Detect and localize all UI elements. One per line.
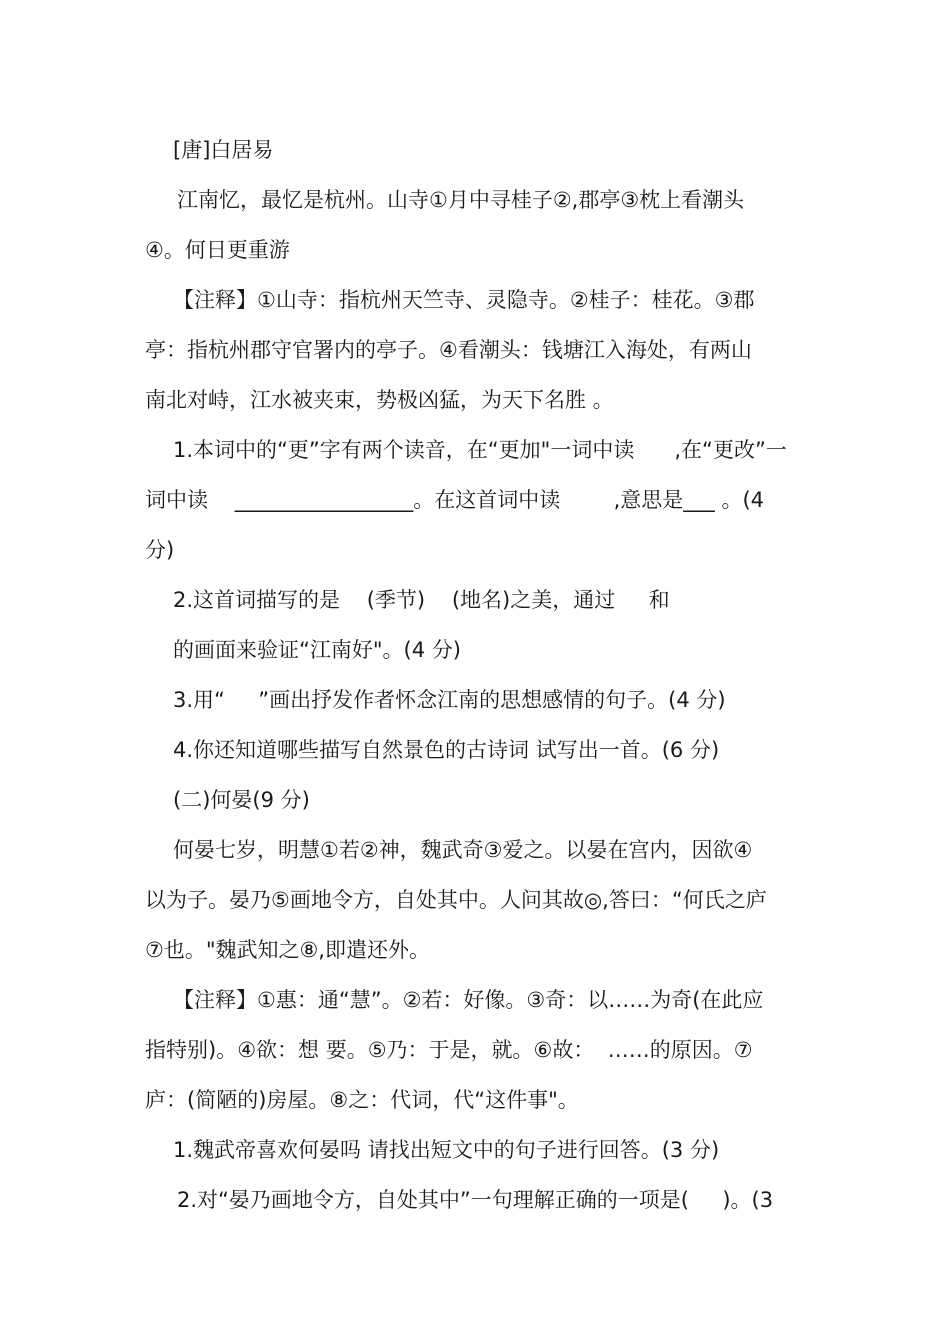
document-page	[145, 125, 810, 1225]
text-line: 分)	[145, 538, 175, 562]
text-line: 江南忆，最忆是杭州。山寺①月中寻桂子②,郡亭③枕上看潮头	[177, 188, 745, 212]
text-line: 以为子。晏乃⑤画地令方，自处其中。人问其故◎,答曰：“何氏之庐	[145, 888, 767, 912]
text-line: 3.用“ ”画出抒发作者怀念江南的思想感情的句子。(4 分)	[173, 688, 726, 712]
text-line: 的画面来验证“江南好"。(4 分)	[173, 638, 461, 662]
text-line: 1.本词中的“更”字有两个读音，在“更加"一词中读 ,在“更改”一	[173, 438, 787, 462]
text-line: 庐：(简陋的)房屋。⑧之：代词，代“这件事"。	[145, 1088, 579, 1112]
text-line: ④。何日更重游	[145, 238, 290, 262]
text-line: 2.这首词描写的是 (季节) (地名)之美，通过 和	[173, 588, 670, 612]
text-line: 2.对“晏乃画地令方，自处其中”一句理解正确的一项是( )。(3	[177, 1188, 774, 1212]
text-line: (二)何晏(9 分)	[173, 788, 310, 812]
text-line: 指特别)。④欲：想 要。⑤乃：于是，就。⑥故： ……的原因。⑦	[145, 1038, 753, 1062]
text-line: 【注释】①惠：通“慧”。②若：好像。③奇：以……为奇(在此应	[173, 988, 764, 1012]
text-line: 1.魏武帝喜欢何晏吗 请找出短文中的句子进行回答。(3 分)	[173, 1138, 720, 1162]
text-line: 南北对峙，江水被夹束，势极凶猛，为天下名胜 。	[145, 388, 614, 412]
text-line: 4.你还知道哪些描写自然景色的古诗词 试写出一首。(6 分)	[173, 738, 720, 762]
text-line: 【注释】①山寺：指杭州天竺寺、灵隐寺。②桂子：桂花。③郡	[173, 288, 755, 312]
text-line: 词中读 _________________。在这首词中读 ,意思是___ 。(4	[145, 488, 765, 512]
text-line: 亭：指杭州郡守官署内的亭子。④看潮头：钱塘江入海处，有两山	[145, 338, 752, 362]
text-line: 何晏七岁，明慧①若②神，魏武奇③爱之。以晏在宫内，因欲④	[173, 838, 753, 862]
text-line: [唐]白居易	[173, 138, 274, 162]
text-line: ⑦也。"魏武知之⑧,即遣还外。	[145, 938, 430, 962]
